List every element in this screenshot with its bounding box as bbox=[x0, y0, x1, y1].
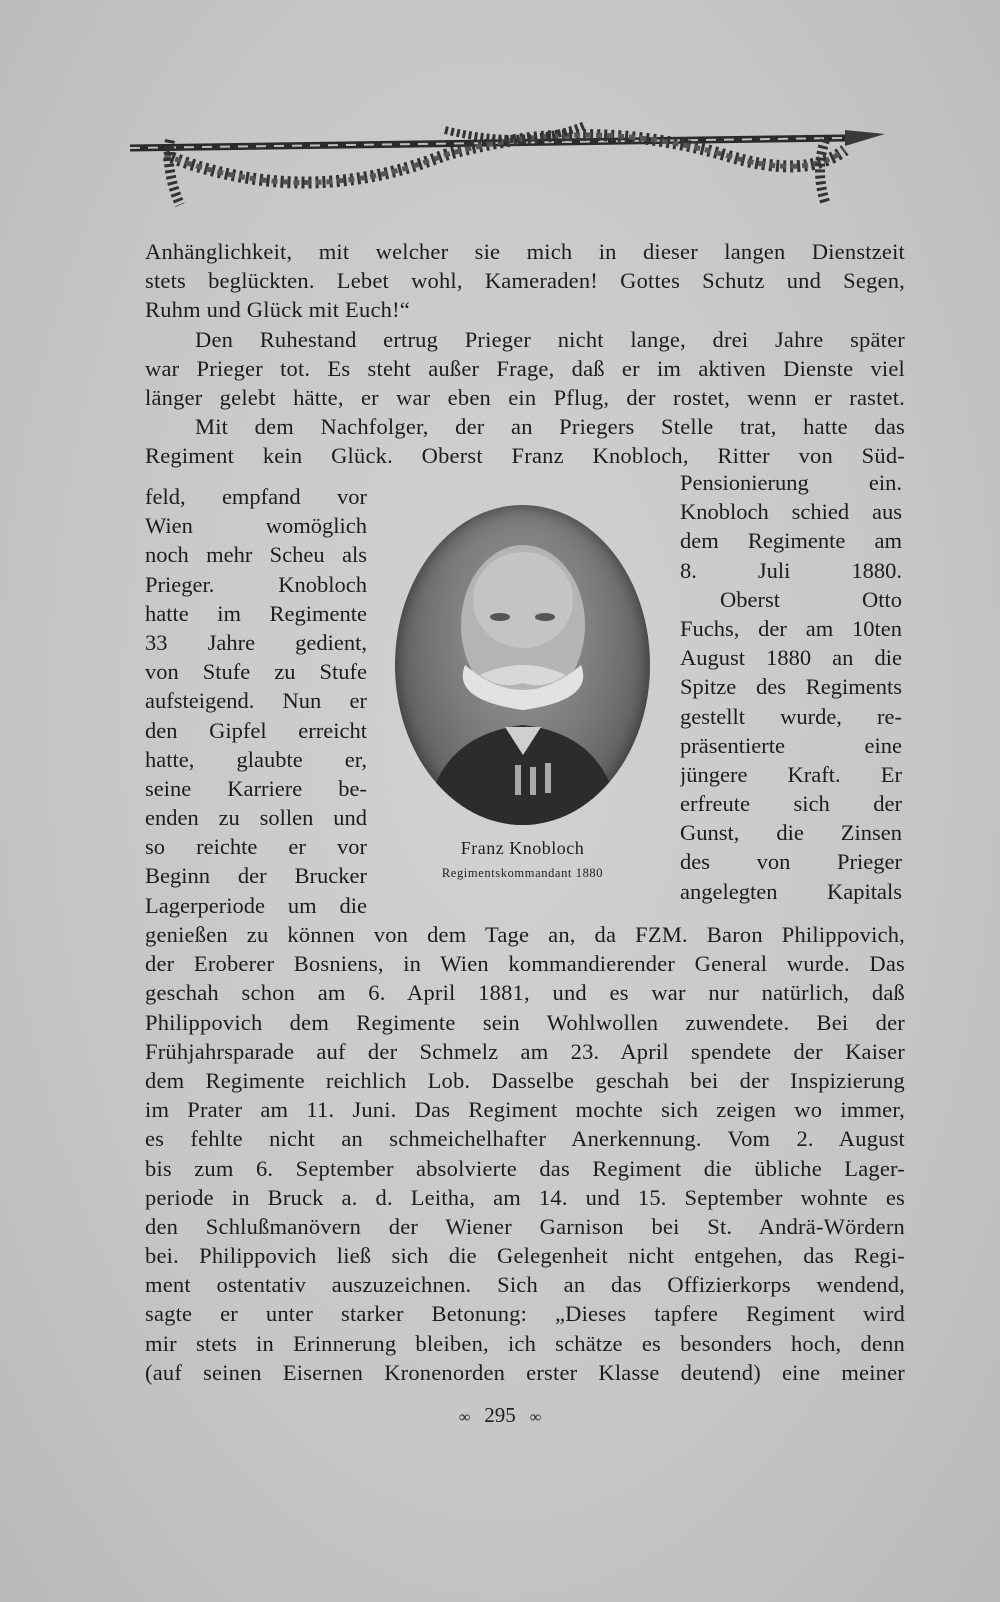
text-line: gestellt wurde, re- bbox=[680, 703, 902, 729]
text-line: jüngere Kraft. Er bbox=[680, 761, 902, 787]
text-line: enden zu sollen und bbox=[145, 805, 367, 831]
text-line: den Gipfel erreicht bbox=[145, 717, 367, 743]
page-number-value: 295 bbox=[484, 1403, 516, 1427]
text-line: stets beglückten. Lebet wohl, Kameraden! Gottes Schutz und Segen, bbox=[145, 268, 905, 294]
bottom-paragraphs bbox=[145, 920, 905, 1387]
left-column-text bbox=[145, 482, 367, 920]
portrait-photo-icon bbox=[395, 505, 650, 825]
text-line: Anhänglichkeit, mit welcher sie mich in dieser langen Dienstzeit bbox=[145, 239, 905, 264]
text-line: 33 Jahre gedient, bbox=[145, 629, 367, 655]
text-line: Beginn der Brucker bbox=[145, 863, 367, 889]
text-line: erfreute sich der bbox=[680, 791, 902, 817]
text-line: Ruhm und Glück mit Euch!“ bbox=[145, 297, 410, 323]
text-line: periode in Bruck a. d. Leitha, am 14. und 15. September wohnte es bbox=[145, 1184, 905, 1210]
text-line: August 1880 an die bbox=[680, 645, 902, 671]
text-line: Spitze des Regiments bbox=[680, 674, 902, 700]
text-line: Lagerperiode um die bbox=[145, 892, 367, 918]
text-line: mir stets in Erinnerung bleiben, ich schätze es besonders hoch, denn bbox=[145, 1330, 905, 1356]
right-column-text bbox=[680, 468, 902, 906]
text-line: noch mehr Scheu als bbox=[145, 542, 367, 568]
text-line: dem Regimente am bbox=[680, 528, 902, 554]
text-line: 8. Juli 1880. bbox=[680, 557, 902, 583]
garlanded-lance-ornament-icon bbox=[125, 110, 905, 215]
text-line: Prieger. Knobloch bbox=[145, 571, 367, 597]
text-line: ment ostentativ auszuzeichnen. Sich an das Offizierkorps wendend, bbox=[145, 1272, 905, 1298]
text-line: von Stufe zu Stufe bbox=[145, 659, 367, 685]
text-line: den Schlußmanövern der Wiener Garnison bei St. Andrä-Wördern bbox=[145, 1213, 905, 1239]
text-line: bei. Philippovich ließ sich die Gelegenheit nicht entgehen, das Regi- bbox=[145, 1243, 905, 1269]
portrait-caption-role: Regimentskommandant 1880 bbox=[441, 866, 604, 880]
top-paragraphs bbox=[145, 237, 905, 471]
text-line: feld, empfand vor bbox=[145, 484, 367, 509]
text-line: bis zum 6. September absolvierte das Regiment die übliche Lager- bbox=[145, 1155, 905, 1181]
text-line: geschah schon am 6. April 1881, und es war nur natürlich, daß bbox=[145, 980, 905, 1006]
text-line: hatte im Regimente bbox=[145, 600, 367, 626]
page-number bbox=[0, 1403, 1000, 1428]
text-line: Wien womöglich bbox=[145, 513, 367, 539]
text-line: der Eroberer Bosniens, in Wien kommandierender General wurde. Das bbox=[145, 951, 905, 977]
text-line: Pensionierung ein. bbox=[680, 470, 902, 495]
text-line: Mit dem Nachfolger, der an Priegers Stelle trat, hatte das bbox=[195, 414, 905, 440]
text-line: Frühjahrsparade auf der Schmelz am 23. April spendete der Kaiser bbox=[145, 1038, 905, 1064]
text-line: Fuchs, der am 10ten bbox=[680, 615, 902, 641]
text-line: des von Prieger bbox=[680, 849, 902, 875]
text-line: dem Regimente reichlich Lob. Dasselbe geschah bei der Inspizierung bbox=[145, 1067, 905, 1093]
text-line: länger gelebt hätte, er war eben ein Pflug, der rostet, wenn er rastet. bbox=[145, 384, 905, 410]
text-line: so reichte er vor bbox=[145, 834, 367, 860]
folio-ornament-right-icon: ∞ bbox=[529, 1409, 542, 1426]
text-line: hatte, glaubte er, bbox=[145, 746, 367, 772]
text-line: seine Karriere be- bbox=[145, 775, 367, 801]
text-line: war Prieger tot. Es steht außer Frage, daß er im aktiven Dienste viel bbox=[145, 355, 905, 381]
text-line: Knobloch schied aus bbox=[680, 499, 902, 525]
portrait-caption-name: Franz Knobloch bbox=[460, 838, 585, 858]
text-line: Regiment kein Glück. Oberst Franz Knobloch, Ritter von Süd- bbox=[145, 443, 905, 469]
text-line: im Prater am 11. Juni. Das Regiment mochte sich zeigen wo immer, bbox=[145, 1097, 905, 1123]
text-line: sagte er unter starker Betonung: „Dieses tapfere Regiment wird bbox=[145, 1301, 905, 1327]
text-line: Oberst Otto bbox=[720, 586, 902, 612]
text-line: Philippovich dem Regimente sein Wohlwollen zuwendete. Bei der bbox=[145, 1009, 905, 1035]
text-line: Den Ruhestand ertrug Prieger nicht lange, drei Jahre später bbox=[195, 326, 905, 352]
text-line: es fehlte nicht an schmeichelhafter Anerkennung. Vom 2. August bbox=[145, 1126, 905, 1152]
text-line: genießen zu können von dem Tage an, da FZM. Baron Philippovich, bbox=[145, 922, 905, 947]
text-line: Gunst, die Zinsen bbox=[680, 820, 902, 846]
text-line: präsentierte eine bbox=[680, 732, 902, 758]
text-line: (auf seinen Eisernen Kronenorden erster Klasse deutend) eine meiner bbox=[145, 1359, 905, 1385]
text-line: aufsteigend. Nun er bbox=[145, 688, 367, 714]
folio-ornament-left-icon: ∞ bbox=[458, 1409, 471, 1426]
text-line: angelegten Kapitals bbox=[680, 878, 902, 904]
